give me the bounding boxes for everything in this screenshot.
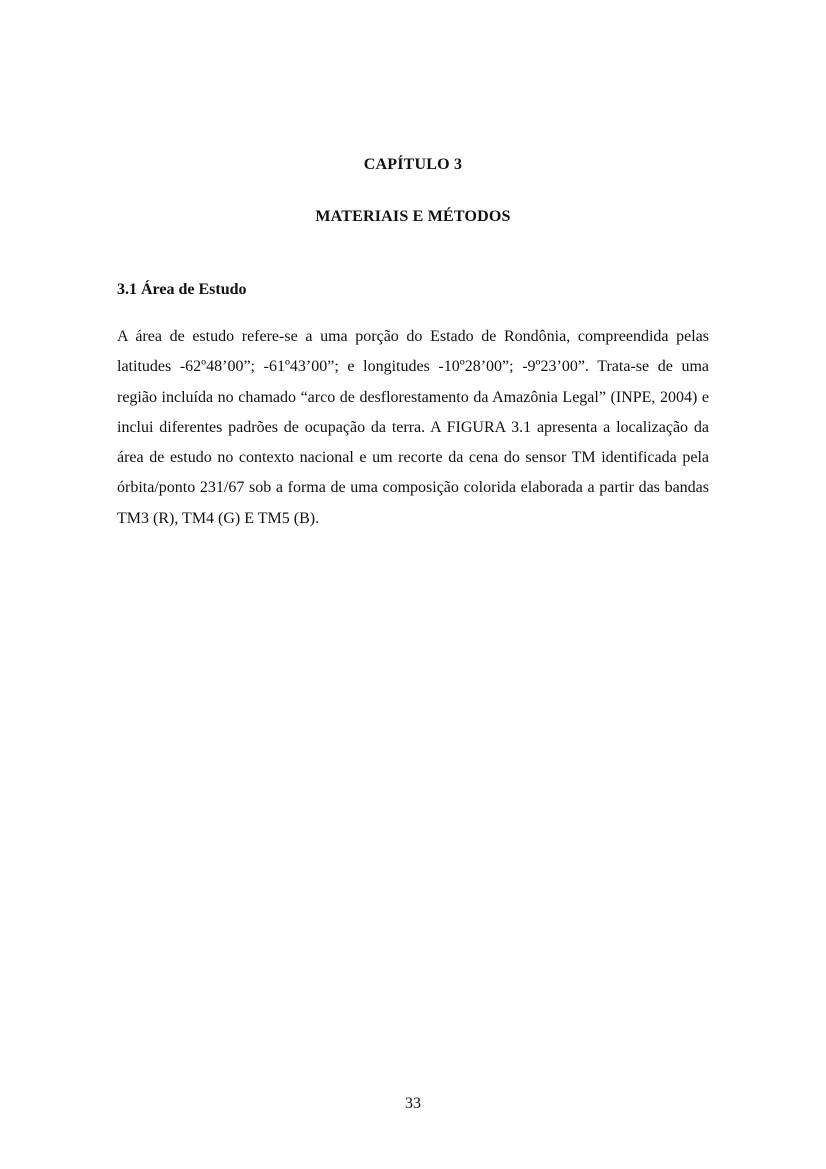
section-heading: 3.1 Área de Estudo bbox=[117, 281, 247, 298]
chapter-title: MATERIAIS E MÉTODOS bbox=[315, 208, 511, 225]
page-number: 33 bbox=[405, 1095, 421, 1112]
chapter-label: CAPÍTULO 3 bbox=[363, 156, 463, 173]
body-paragraph: A área de estudo refere-se a uma porção do Estado de Rondônia, compreendida pelas latitudes -62º48’00”; -61º43’00”; e longitudes -10º28’00”; -9º23’00”. Trata-se de uma região incluída no chamado “arco de desflorestamento da Amazônia Legal” (INPE, 2004) e inclui diferentes padrões de ocupação da terra. A FIGURA 3.1 apresenta a localização da área de estudo no contexto nacional e um recorte da cena do sensor TM identificada pela órbita/ponto 231/67 sob a forma de uma composição colorida elaborada a partir das bandas TM3 (R), TM4 (G) E TM5 (B). bbox=[117, 328, 709, 527]
